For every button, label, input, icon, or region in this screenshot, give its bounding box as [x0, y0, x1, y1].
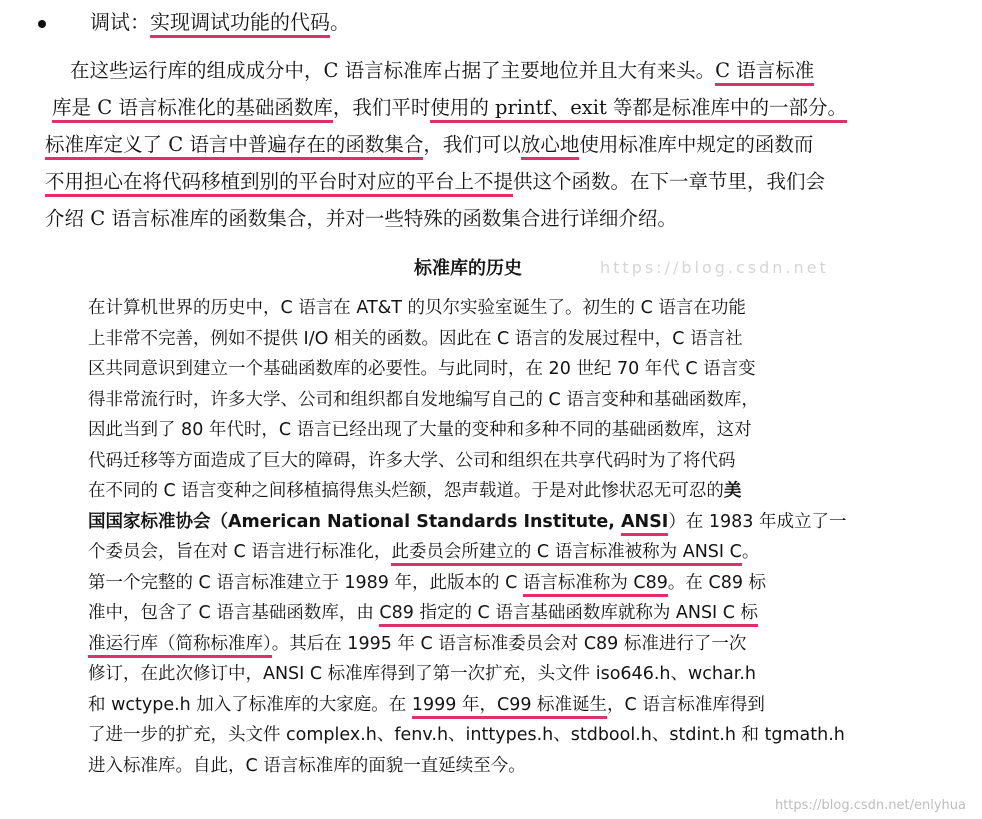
text-run: ）在 1983 年成立了一: [668, 511, 847, 532]
highlight-underline: 标准库定义了 C 语言中普遍存在的函数集合: [45, 133, 423, 160]
bold-text: 美: [723, 481, 742, 501]
text-line: 介绍 C 语言标准库的函数集合，并对一些特殊的函数集合进行详细介绍。: [45, 207, 677, 230]
text-line: [45, 163, 970, 200]
text-run: 。其后在 1995 年 C 语言标准委员会对 C89 标准进行了一次: [271, 633, 747, 654]
text-run: 。在 C89 标: [667, 572, 767, 593]
text-line: [52, 89, 970, 126]
text-line: [88, 537, 968, 568]
text-line: 得非常流行时，许多大学、公司和组织都自发地编写自己的 C 语言变种和基础函数库，: [88, 389, 759, 410]
text-run: 。: [741, 542, 760, 562]
bold-text: 国国家标准协会: [88, 511, 211, 532]
text-line: [88, 568, 968, 599]
text-line: 修订，在此次修订中，ANSI C 标准库得到了第一次扩充，头文件 iso646.h、wchar.h: [88, 664, 756, 684]
text-run: 。: [330, 10, 350, 34]
text-run: ，我们可以: [423, 133, 521, 156]
text-line: 了进一步的扩充，头文件 complex.h、fenv.h、inttypes.h、stdbool.h、stdint.h 和 tgmath.h: [88, 725, 845, 745]
highlight-underline: ANSI: [621, 512, 668, 536]
text-run: 在不同的 C 语言变种之间移植搞得焦头烂额，怨声载道。于是对此惨状忍无可忍的: [88, 481, 724, 501]
bullet-item-debug: [38, 8, 350, 36]
highlight-underline: C89 指定的 C 语言基础函数库就称为 ANSI C 标: [379, 603, 758, 627]
highlight-underline: 1999 年，C99 标准诞生: [412, 695, 607, 719]
highlight-underline: 实现调试功能的代码: [150, 10, 330, 38]
section-title: 标准库的历史: [414, 258, 522, 279]
bullet-label: 调试：: [90, 10, 150, 34]
text-line: [70, 52, 970, 89]
text-line: 进入标准库。自此，C 语言标准库的面貌一直延续至今。: [88, 755, 526, 776]
text-run: 个委员会，旨在对 C 语言进行标准化，: [88, 542, 392, 562]
highlight-underline: 此委员会所建立的 C 语言标准被称为 ANSI C: [391, 542, 742, 566]
highlight-underline: 不用担心在将代码移植到别的平台时对应的平台上不提: [45, 170, 513, 197]
text-line: [88, 690, 968, 721]
text-line: 区共同意识到建立一个基础函数库的必要性。与此同时，在 20 世纪 70 年代 C 语言变: [88, 359, 756, 379]
highlight-underline: 准运行库（简称标准库）: [88, 634, 272, 658]
text-run: 在这些运行库的组成成分中，C 语言标准库占据了主要地位并且大有来头。: [70, 59, 716, 82]
text-line: 在计算机世界的历史中，C 语言在 AT&T 的贝尔实验室诞生了。初生的 C 语言在功能: [88, 298, 746, 318]
text-run: 准中，包含了 C 语言基础函数库，由: [88, 603, 380, 623]
bold-text: （American National Standards Institute,: [210, 511, 621, 532]
paragraph-library-history: [88, 293, 968, 781]
text-run: ，C 语言标准库得到: [607, 694, 765, 715]
watermark: https://blog.csdn.net/enlyhua: [774, 798, 966, 813]
text-line: [45, 126, 970, 163]
text-line: [88, 476, 968, 507]
paragraph-standard-library: [45, 52, 970, 237]
text-line: 代码迁移等方面造成了巨大的障碍，许多大学、公司和组织在共享代码时为了将代码: [88, 450, 736, 471]
text-line: [88, 507, 968, 538]
text-line: 上非常不完善，例如不提供 I/O 相关的函数。因此在 C 语言的发展过程中，C 语言社: [88, 328, 743, 349]
text-line: [88, 598, 968, 629]
bullet-icon: [38, 20, 46, 28]
text-line: 因此当到了 80 年代时，C 语言已经出现了大量的变种和多种不同的基础函数库，这对: [88, 420, 752, 440]
highlight-underline: C 语言标准: [715, 59, 814, 86]
highlight-underline: 放心地: [521, 133, 580, 160]
text-line: [88, 629, 968, 660]
text-run: 和 wctype.h 加入了标准库的大家庭。在: [88, 694, 412, 715]
text-run: 供这个函数。在下一章节里，我们会: [513, 170, 826, 193]
text-run: 使用标准库中规定的函数而: [579, 133, 814, 156]
highlight-underline: 库是 C 语言标准化的基础函数库: [52, 96, 333, 123]
text-run: 第一个完整的 C 语言标准建立于 1989 年，此版本的 C: [88, 572, 523, 593]
highlight-underline: 使用的 printf、exit 等都是标准库中的一部分。: [430, 96, 847, 123]
faded-text: https://blog.csdn.net: [600, 258, 829, 277]
text-run: ，我们平时: [332, 96, 431, 119]
highlight-underline: 语言标准称为 C89: [523, 573, 668, 597]
